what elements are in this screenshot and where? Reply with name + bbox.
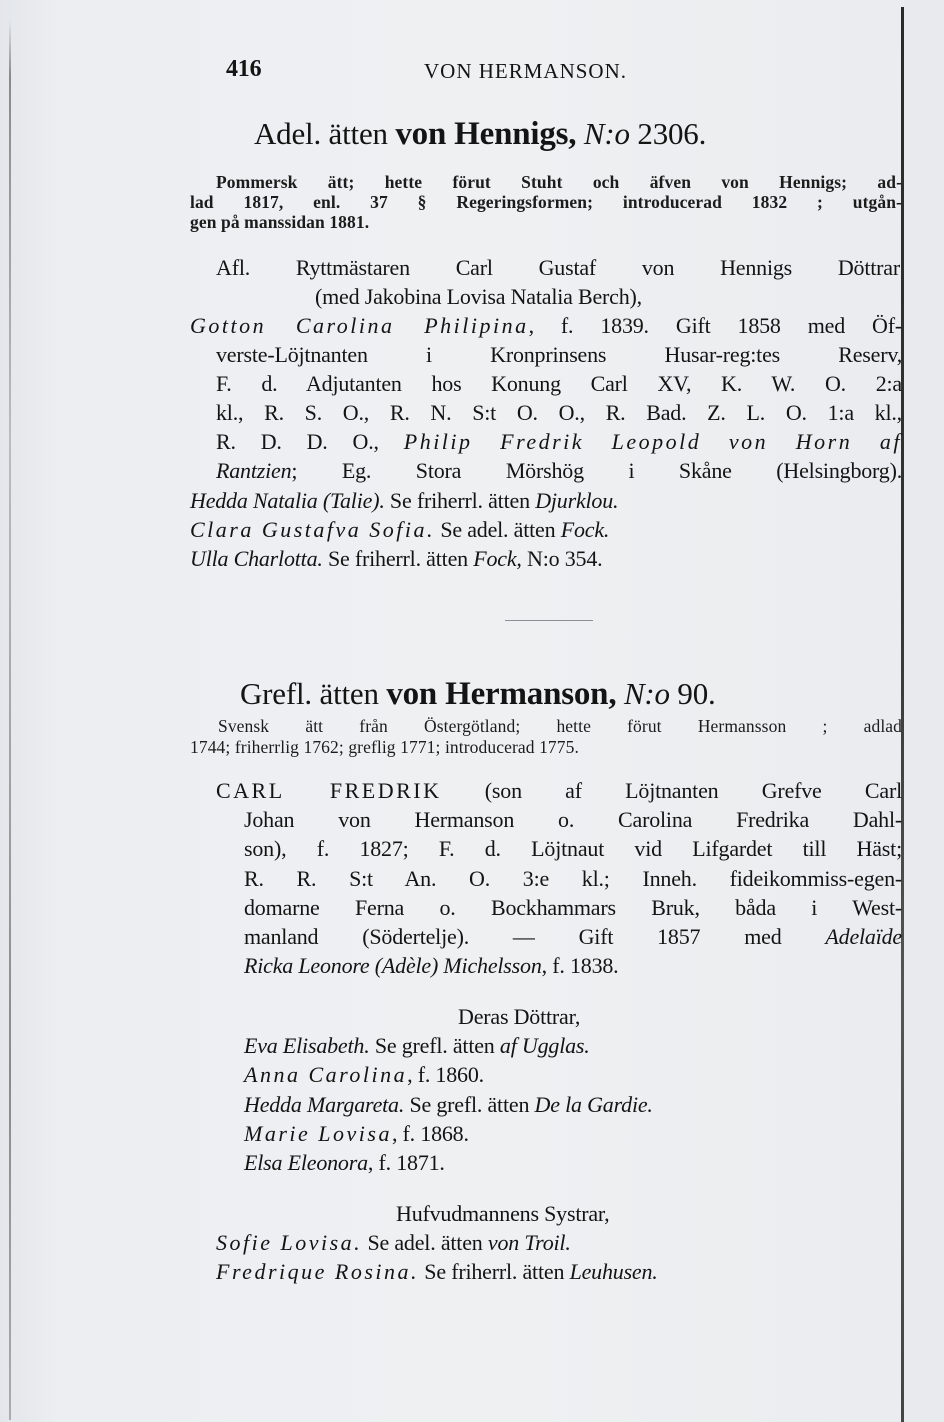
number-label: N:o [583, 116, 630, 151]
daughter-anna: Anna Carolina, f. 1860. [244, 1062, 484, 1087]
spouse-line: Ricka Leonore (Adèle) Michelsson, f. 1838. [244, 953, 619, 978]
cross-reference: af Ugglas. [499, 1033, 590, 1058]
person-name: Gotton Carolina Philipina [190, 313, 529, 338]
person-name: Fredrique Rosina. [216, 1259, 419, 1284]
head-line-4: R. R. S:t An. O. 3:e kl.; Inneh. fideikommiss-egen- [244, 866, 902, 891]
entry-gotton: Gotton Carolina Philipina, f. 1839. Gift 1858 med Öf- [190, 313, 902, 338]
mother-line: (med Jakobina Lovisa Natalia Berch), [315, 284, 642, 309]
head-line-3: son), f. 1827; F. d. Löjtnaut vid Lifgardet till Häst; [244, 836, 902, 861]
spouse-name: Adelaïde [825, 924, 902, 949]
intro2-line-1: Svensk ätt från Östergötland; hette förut Hermansson ; adlad [218, 716, 902, 736]
head-line-2: Johan von Hermanson o. Carolina Fredrika Dahl- [244, 807, 902, 832]
spouse-name-end: Rantzien [216, 458, 292, 483]
intro-line-1: Pommersk ätt; hette förut Stuht och äfven von Hennigs; ad- [216, 172, 902, 192]
person-name: Hedda Natalia (Talie). [190, 488, 385, 513]
entry-gotton-cont-2: F. d. Adjutanten hos Konung Carl XV, K. W. O. 2:a [216, 371, 902, 396]
cross-reference: Leuhusen. [569, 1259, 658, 1284]
person-name: Anna Carolina [244, 1062, 408, 1087]
intro2-line-2: 1744; friherrlig 1762; greflig 1771; introducerad 1775. [190, 737, 579, 757]
marriage-line: manland (Södertelje). — Gift 1857 med Adelaïde [244, 924, 902, 949]
intro-line-3: gen på manssidan 1881. [190, 212, 370, 232]
daughter-hedda-margareta: Hedda Margareta. Se grefl. ätten De la Gardie. [244, 1092, 653, 1117]
section-heading-hennigs [254, 116, 706, 152]
entry-gotton-cont-1: verste-Löjtnanten i Kronprinsens Husar-reg:tes Reserv, [216, 342, 902, 367]
cross-reference: De la Gardie. [534, 1092, 653, 1117]
person-name: Marie Lovisa [244, 1121, 392, 1146]
daughter-marie: Marie Lovisa, f. 1868. [244, 1121, 469, 1146]
person-name: Elsa Eleonora [244, 1150, 368, 1175]
daughter-ulla: Ulla Charlotta. Se friherrl. ätten Fock, N:o 354. [190, 546, 603, 571]
heading-prefix: Adel. ätten [254, 116, 396, 151]
cross-reference: von Troil. [487, 1230, 571, 1255]
intro-line-2: lad 1817, enl. 37 § Regeringsformen; introducerad 1832 ; utgån- [190, 192, 902, 212]
head-of-family-line: CARL FREDRIK (son af Löjtnanten Grefve Carl [216, 778, 902, 803]
binding-shadow [9, 20, 11, 1420]
person-name: Ulla Charlotta. [190, 546, 323, 571]
daughters-heading: Deras Döttrar, [458, 1004, 581, 1029]
entry-gotton-spouse: R. D. D. O., Philip Fredrik Leopold von Horn af [216, 429, 902, 454]
sister-fredrique: Fredrique Rosina. Se friherrl. ätten Leuhusen. [216, 1259, 658, 1284]
number-label: N:o [623, 676, 670, 711]
entry-gotton-cont-3: kl., R. S. O., R. N. S:t O. O., R. Bad. Z. L. O. 1:a kl., [216, 400, 902, 425]
person-name: Eva Elisabeth. [244, 1033, 370, 1058]
person-name: Hedda Margareta. [244, 1092, 405, 1117]
daughter-eva: Eva Elisabeth. Se grefl. ätten af Ugglas. [244, 1033, 590, 1058]
daughter-elsa: Elsa Eleonora, f. 1871. [244, 1150, 445, 1175]
adjacent-page-margin [904, 0, 944, 1422]
number-value: 90. [677, 676, 716, 711]
daughter-clara: Clara Gustafva Sofia. Se adel. ätten Fock. [190, 517, 610, 542]
person-name: Sofie Lovisa. [216, 1230, 363, 1255]
cross-reference: Fock. [560, 517, 610, 542]
head-line-5: domarne Ferna o. Bockhammars Bruk, båda i West- [244, 895, 902, 920]
spouse-name: Philip Fredrik Leopold von Horn af [403, 429, 902, 454]
sisters-heading: Hufvudmannens Systrar, [396, 1201, 610, 1226]
number-value: 2306. [637, 116, 707, 151]
spouse-name: Ricka Leonore (Adèle) Michelsson [244, 953, 542, 978]
head-name: CARL FREDRIK [216, 778, 442, 803]
afl-line: Afl. Ryttmästaren Carl Gustaf von Hennigs Döttrar [216, 255, 900, 280]
section-heading-hermanson [240, 676, 716, 712]
family-name: von Hennigs, [395, 116, 577, 152]
daughter-hedda-natalia: Hedda Natalia (Talie). Se friherrl. ätten Djurklou. [190, 488, 619, 513]
family-name: von Hermanson, [386, 676, 617, 712]
running-head: VON HERMANSON. [424, 59, 628, 83]
cross-reference: Fock, [473, 546, 522, 571]
person-name: Clara Gustafva Sofia. [190, 517, 436, 542]
sister-sofie: Sofie Lovisa. Se adel. ätten von Troil. [216, 1230, 571, 1255]
page-number: 416 [226, 56, 262, 82]
entry-gotton-spouse-end: Rantzien; Eg. Stora Mörshög i Skåne (Helsingborg). [216, 458, 902, 483]
section-separator [505, 620, 593, 621]
heading-prefix: Grefl. ätten [240, 676, 387, 711]
cross-reference: Djurklou. [535, 488, 619, 513]
